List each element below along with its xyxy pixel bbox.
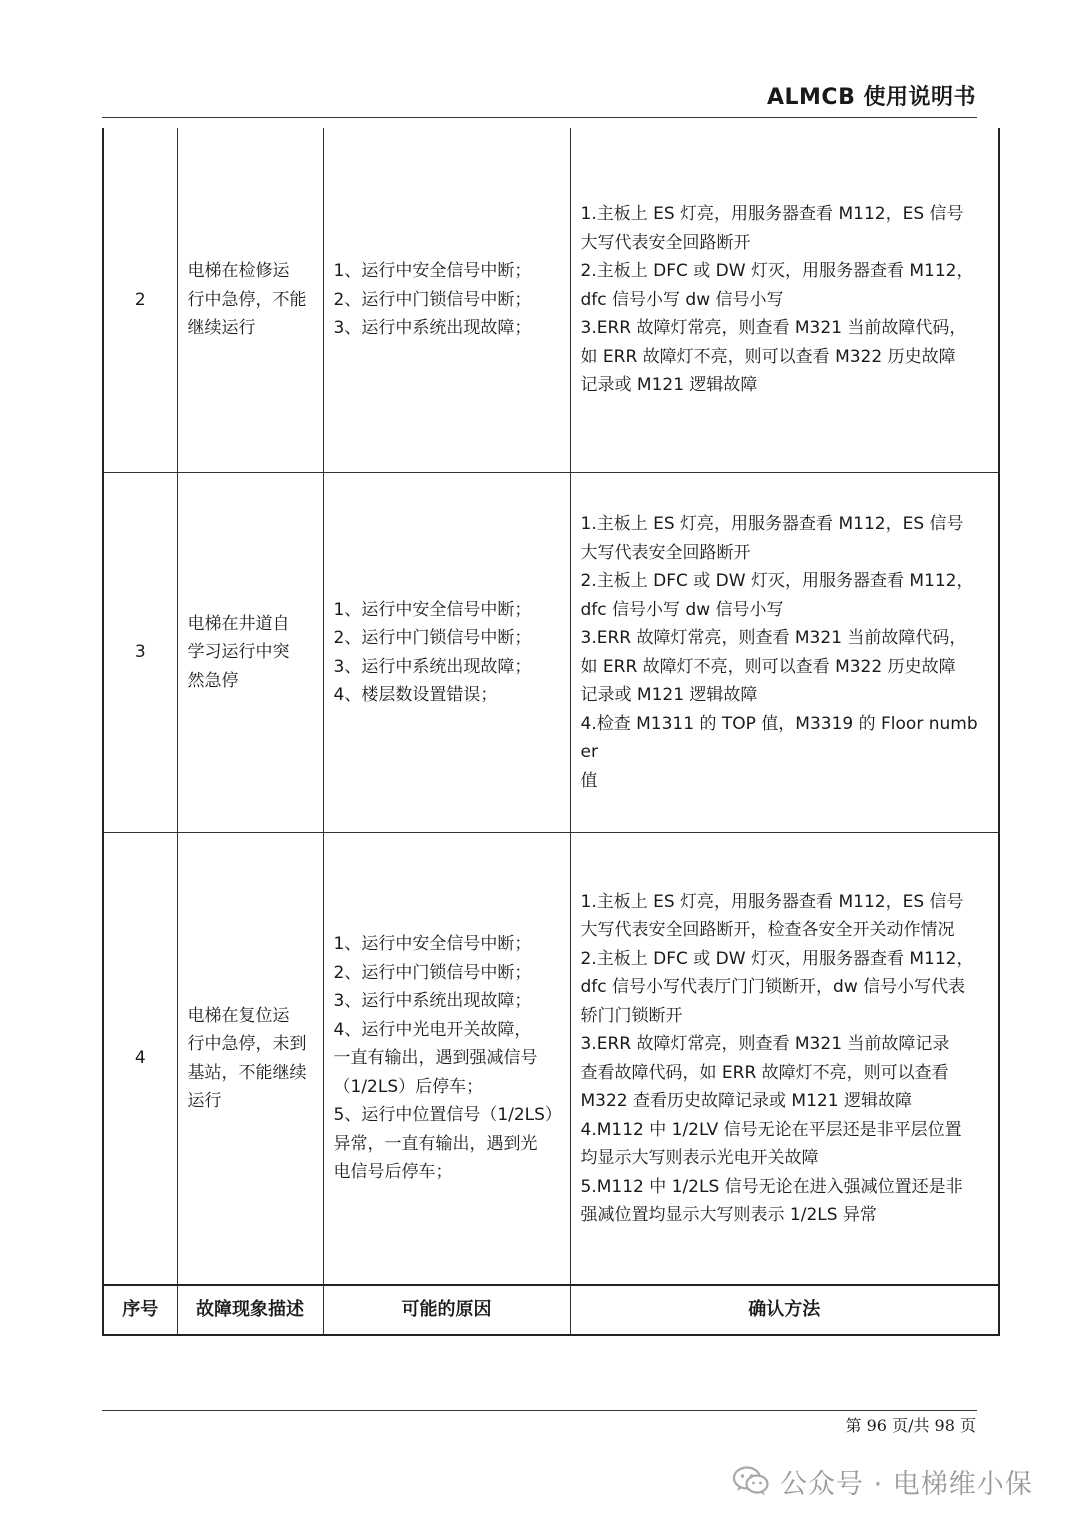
- possible-causes: 1、运行中安全信号中断； 2、运行中门锁信号中断； 3、运行中系统出现故障； 4、楼层数设置错误；: [323, 473, 570, 833]
- possible-causes: 1、运行中安全信号中断； 2、运行中门锁信号中断； 3、运行中系统出现故障； 4、运行中光电开关故障， 一直有输出，遇到强减信号 （1/2LS）后停车； 5、运行中位置信号（1/2LS） 异常，一直有输出，遇到光 电信号后停车；: [323, 833, 570, 1286]
- fault-description: 电梯在检修运 行中急停，不能 继续运行: [177, 128, 323, 473]
- watermark: [732, 1456, 1033, 1506]
- wechat-icon: [732, 1465, 770, 1497]
- row-number: 4: [103, 833, 177, 1286]
- header-divider: [102, 117, 977, 118]
- table-header-row: [103, 1285, 999, 1335]
- column-header-no: 序号: [103, 1285, 177, 1335]
- page-number: 第 96 页/共 98 页: [845, 1416, 976, 1435]
- confirm-method: 1.主板上 ES 灯亮，用服务器查看 M112，ES 信号 大写代表安全回路断开 2.主板上 DFC 或 DW 灯灭，用服务器查看 M112， dfc 信号小写 dw 信号小写 3.ERR 故障灯常亮，则查看 M321 当前故障代码， 如 ERR 故障灯不亮，则可以查看 M322 历史故障 记录或 M121 逻辑故障 4.检查 M1311 的 TOP 值，M3319 的 Floor number 值: [570, 473, 999, 833]
- table-row: [103, 833, 999, 1286]
- footer-divider: [102, 1410, 977, 1411]
- fault-description: 电梯在井道自 学习运行中突 然急停: [177, 473, 323, 833]
- row-number: 2: [103, 128, 177, 473]
- row-number: 3: [103, 473, 177, 833]
- confirm-method: 1.主板上 ES 灯亮，用服务器查看 M112，ES 信号 大写代表安全回路断开 2.主板上 DFC 或 DW 灯灭，用服务器查看 M112， dfc 信号小写 dw 信号小写 3.ERR 故障灯常亮，则查看 M321 当前故障代码， 如 ERR 故障灯不亮，则可以查看 M322 历史故障 记录或 M121 逻辑故障: [570, 128, 999, 473]
- possible-causes: 1、运行中安全信号中断； 2、运行中门锁信号中断； 3、运行中系统出现故障；: [323, 128, 570, 473]
- watermark-text: 公众号 · 电梯维小保: [780, 1468, 1033, 1500]
- fault-table: [102, 128, 1000, 1336]
- confirm-method: 1.主板上 ES 灯亮，用服务器查看 M112，ES 信号 大写代表安全回路断开，检查各安全开关动作情况 2.主板上 DFC 或 DW 灯灭，用服务器查看 M112， dfc 信号小写代表厅门门锁断开，dw 信号小写代表 轿门门锁断开 3.ERR 故障灯常亮，则查看 M321 当前故障记录 查看故障代码，如 ERR 故障灯不亮，则可以查看 M322 查看历史故障记录或 M121 逻辑故障 4.M112 中 1/2LV 信号无论在平层还是非平层位置 均显示大写则表示光电开关故障 5.M112 中 1/2LS 信号无论在进入强减位置还是非 强减位置均显示大写则表示 1/2LS 异常: [570, 833, 999, 1286]
- column-header-description: 故障现象描述: [177, 1285, 323, 1335]
- table-row: [103, 473, 999, 833]
- document-title: ALMCB 使用说明书: [766, 85, 976, 110]
- column-header-causes: 可能的原因: [323, 1285, 570, 1335]
- fault-description: 电梯在复位运 行中急停，未到 基站，不能继续 运行: [177, 833, 323, 1286]
- table-row: [103, 128, 999, 473]
- column-header-method: 确认方法: [570, 1285, 999, 1335]
